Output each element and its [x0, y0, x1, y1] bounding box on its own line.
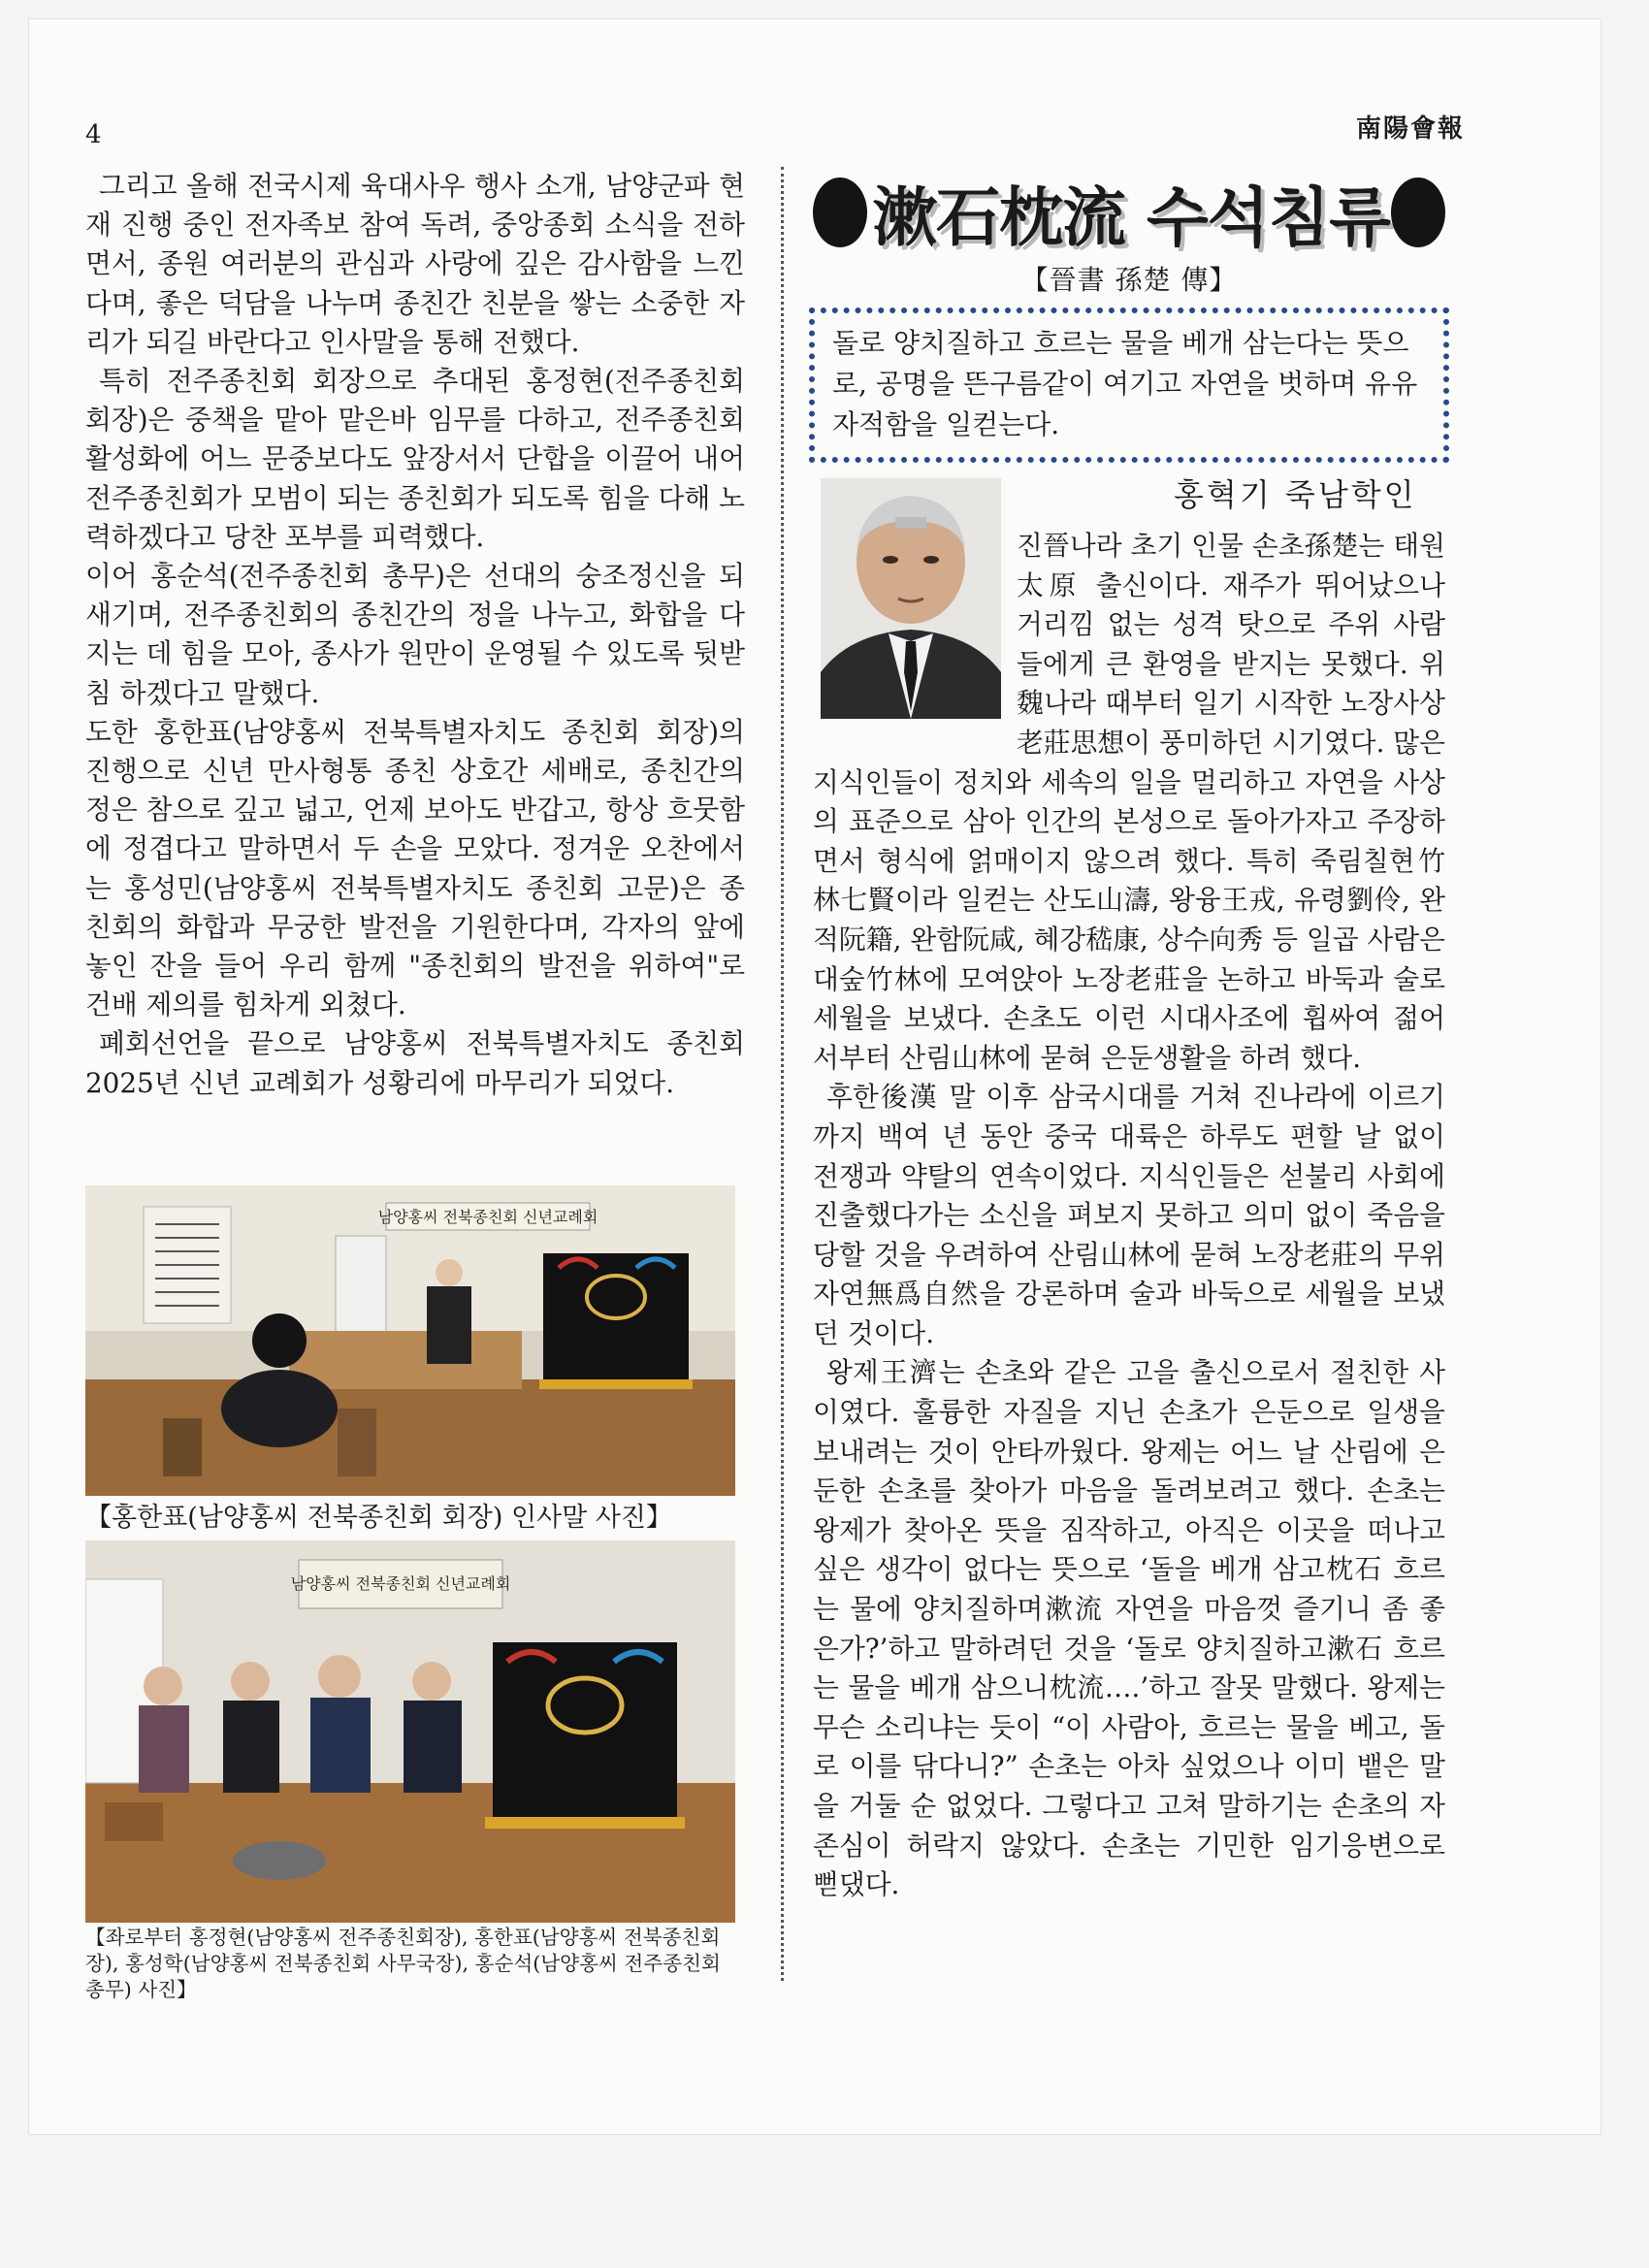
title-bullet-right-icon — [1391, 178, 1445, 247]
photo-greeting — [85, 1185, 735, 1496]
right-paragraph-3: 왕제王濟는 손초와 같은 고을 출신으로서 절친한 사이였다. 훌륭한 자질을 지닌 손초가 은둔으로 일생을 보내려는 것이 안타까웠다. 왕제는 어느 날 산림에 은둔한 손초를 찾아가 마음을 돌려보려고 했다. 손초는 왕제가 찾아온 뜻을 짐작하고, 아직은 이곳을 떠나고 싶은 생각이 없다는 뜻으로 ‘돌을 베개 삼고枕石 흐르는 물에 양치질하며漱流 자연을 마음껏 즐기니 좀 좋은가?’하고 말하려던 것을 ‘돌로 양치질하고漱石 흐르는 물을 베개 삼으니枕流….’하고 잘못 말했다. 왕제는 무슨 소리냐는 듯이 “이 사람아, 흐르는 물을 베고, 돌로 이를 닦다니?” 손초는 아차 싶었으나 이미 뱉은 말을 거둘 순 없었다. 그렇다고 고쳐 말하기는 손초의 자존심이 허락지 않았다. 손초는 기민한 임기응변으로 뻗댔다. — [813, 1356, 1445, 1901]
article-body — [813, 527, 1445, 1905]
right-column — [813, 160, 1445, 1901]
masthead: 南陽會報 — [1356, 114, 1466, 144]
photo1-banner-text: 남양홍씨 전북종친회 신년교례회 — [377, 1208, 598, 1226]
article-title: 漱石枕流 수석침류 — [873, 179, 1391, 255]
photo1-caption: 【홍한표(남양홍씨 전북종친회 회장) 인사말 사진】 — [85, 1503, 672, 1533]
photo2-banner-text: 남양홍씨 전북종친회 신년교례회 — [290, 1574, 511, 1593]
left-paragraph-5: 폐회선언을 끝으로 남양홍씨 전북특별자치도 종친회 2025년 신년 교례회가 성황리에 마무리가 되었다. — [85, 1027, 745, 1099]
left-paragraph-1: 그리고 올해 전국시제 육대사우 행사 소개, 남양군파 현재 진행 중인 전자족보 참여 독려, 중앙종회 소식을 전하면서, 종원 여러분의 관심과 사랑에 깊은 감사함을 느낀다며, 좋은 덕담을 나누며 종친간 친분을 쌓는 소중한 자리가 되길 바란다고 인사말을 통해 전했다. — [85, 170, 745, 358]
photo2-caption: 【좌로부터 홍정현(남양홍씨 전주종친회장), 홍한표(남양홍씨 전북종친회장), 홍성학(남양홍씨 전북종친회 사무국장), 홍순석(남양홍씨 전주종친회 총무) 사진】 — [85, 1926, 721, 2001]
left-column — [85, 167, 745, 1103]
left-paragraph-3: 이어 홍순석(전주종친회 총무)은 선대의 숭조정신을 되새기며, 전주종친회의 종친간의 정을 나누고, 화합을 다지는 데 힘을 모아, 종사가 원만이 운영될 수 있도록 뒷받침 하겠다고 말했다. — [85, 560, 745, 709]
definition-box: 돌로 양치질하고 흐르는 물을 베개 삼는다는 뜻으로, 공명을 뜬구름같이 여기고 자연을 벗하며 유유자적함을 일컫는다. — [809, 308, 1449, 463]
right-paragraph-2: 후한後漢 말 이후 삼국시대를 거쳐 진나라에 이르기까지 백여 년 동안 중국 대륙은 하루도 편할 날 없이 전쟁과 약탈의 연속이었다. 지식인들은 섣불리 사회에 진출했다가는 소신을 펴보지 못하고 의미 없이 죽음을 당할 것을 우려하여 산림山林에 묻혀 노장老莊의 무위자연無爲自然을 강론하며 술과 바둑으로 세월을 보냈던 것이다. — [813, 1081, 1445, 1349]
left-paragraph-4: 도한 홍한표(남양홍씨 전북특별자치도 종친회 회장)의 진행으로 신년 만사형통 종친 상호간 세배로, 종친간의 정은 참으로 깊고 넓고, 언제 보아도 반갑고, 항상 흐뭇함에 정겹다고 말하면서 두 손을 모았다. 정겨운 오찬에서는 홍성민(남양홍씨 전북특별자치도 종친회 고문)은 종친회의 화합과 무궁한 발전을 기원한다며, 각자의 앞에 놓인 잔을 들어 우리 함께 "종친회의 발전을 위하여"로 건배 제의를 힘차게 외쳤다. — [85, 715, 745, 1021]
portrait-spacer — [813, 527, 1017, 725]
right-paragraph-1: 진晉나라 초기 인물 손초孫楚는 태원太原 출신이다. 재주가 뛰어났으나 거리낌 없는 성격 탓으로 주위 사람들에게 큰 환영을 받지는 못했다. 위魏나라 때부터 일기 시작한 노장사상老莊思想이 풍미하던 시기였다. 많은 지식인들이 정치와 세속의 일을 멀리하고 자연을 사상의 표준으로 삼아 인간의 본성으로 돌아가자고 주장하면서 형식에 얽매이지 않으려 했다. 특히 죽림칠현竹林七賢이라 일컫는 산도山濤, 왕융王戎, 유령劉伶, 완적阮籍, 완함阮咸, 혜강嵇康, 상수向秀 등 일곱 사람은 대숲竹林에 모여앉아 노장老莊을 논하고 바둑과 술로 세월을 보냈다. 손초도 이런 시대사조에 휩싸여 젊어서부터 산림山林에 묻혀 은둔생활을 하려 했다. — [813, 530, 1445, 1074]
article-source: 【晉書 孫楚 傳】 — [1020, 264, 1238, 296]
left-paragraph-2: 특히 전주종친회 회장으로 추대된 홍정현(전주종친회 회장)은 중책을 맡아 맡은바 임무를 다하고, 전주종친회 활성화에 어느 문중보다도 앞장서서 단합을 이끌어 내어 전주종친회가 모범이 되는 종친회가 되도록 힘을 다해 노력하겠다고 당찬 포부를 피력했다. — [85, 365, 745, 553]
article-author: 홍혁기 죽남학인 — [1174, 476, 1417, 513]
page-number: 4 — [85, 120, 102, 149]
title-bullet-left-icon — [813, 178, 867, 247]
column-divider — [781, 167, 784, 1981]
photo-group — [85, 1540, 735, 1923]
article-title-bar — [813, 160, 1445, 257]
